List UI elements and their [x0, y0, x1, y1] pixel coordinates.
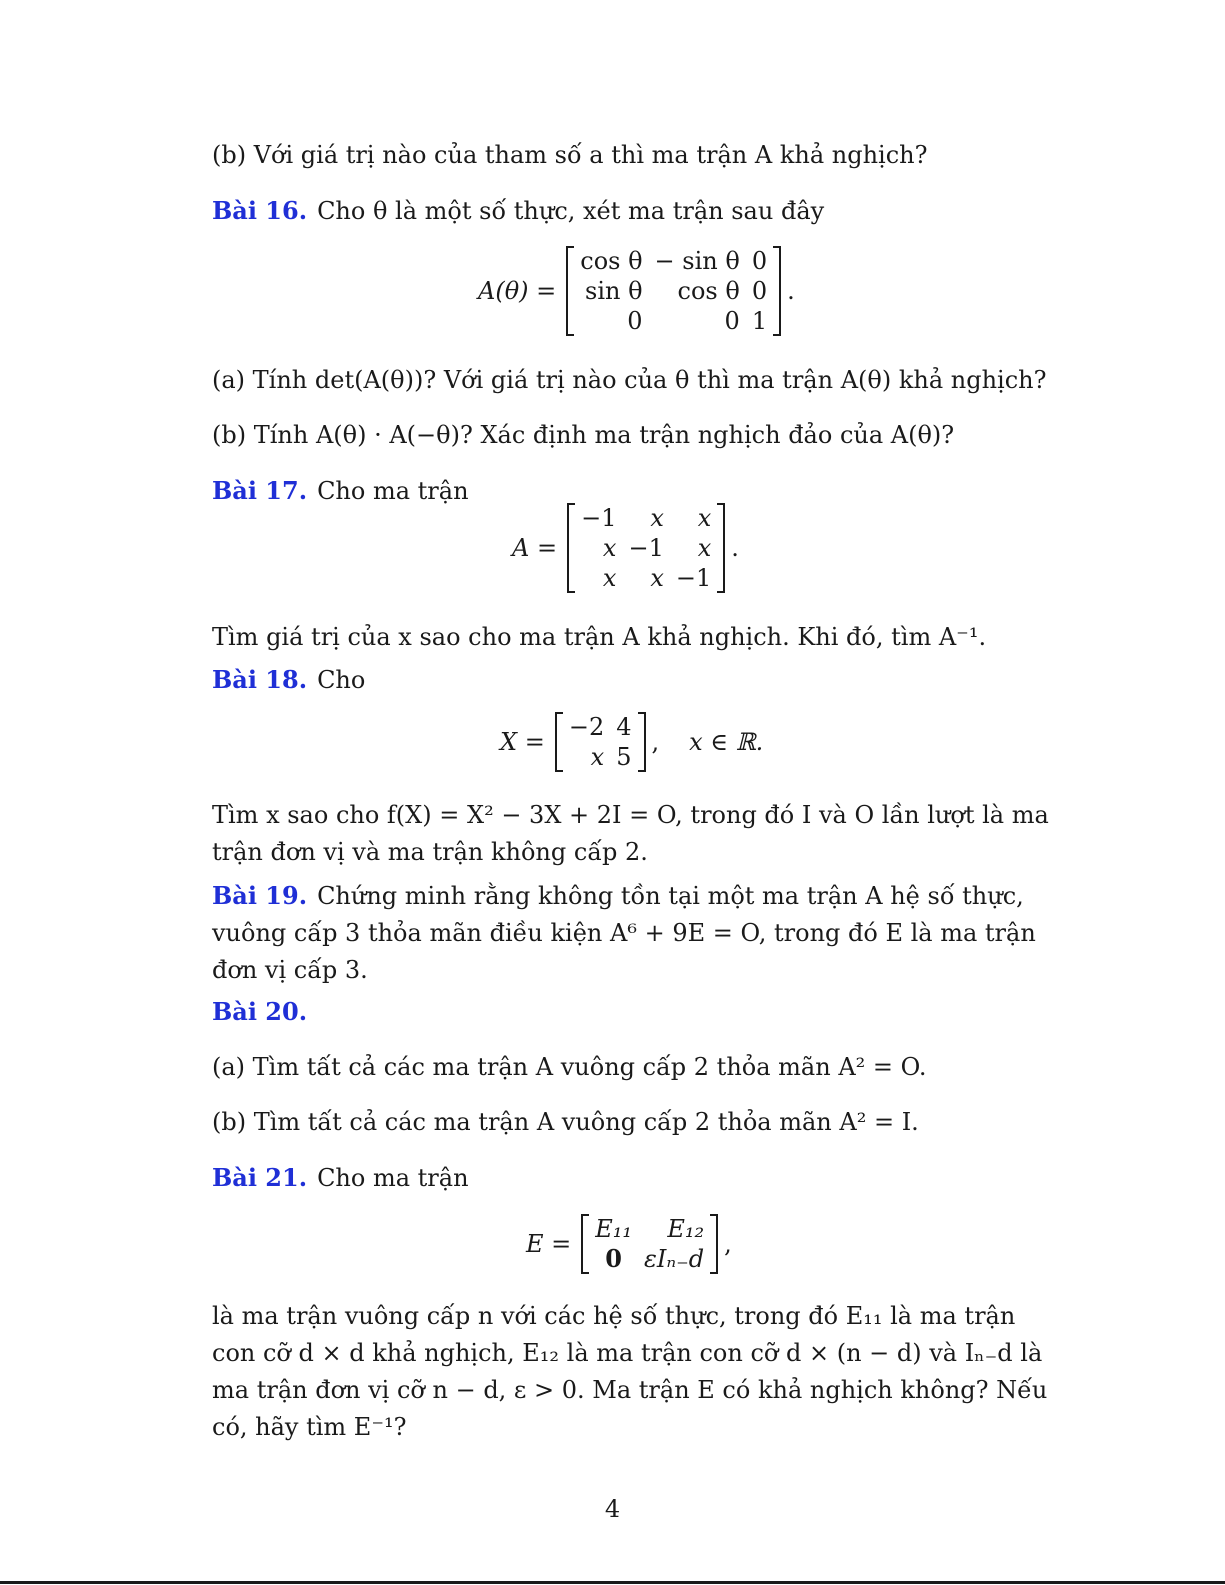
matrix-cell: 0 — [605, 1244, 622, 1273]
matrix-cell: 4 — [616, 713, 632, 741]
matrix-e — [581, 1214, 718, 1274]
matrix-condition: x ∈ ℝ. — [689, 728, 764, 756]
matrix-a-theta — [566, 246, 781, 336]
exercise-20-part-a: (a) Tìm tất cả các ma trận A vuông cấp 2 thỏa mãn A² = O. — [212, 1053, 927, 1081]
matrix-cell: 0 — [751, 247, 768, 275]
matrix-cell: −1 — [675, 564, 712, 592]
matrix-lhs: E = — [526, 1230, 572, 1258]
bottom-border — [0, 1581, 1225, 1584]
exercise-21-matrix-equation — [526, 1214, 732, 1274]
matrix-x — [555, 712, 646, 772]
exercise-21-heading — [212, 1159, 1057, 1197]
matrix-a — [567, 503, 725, 593]
exercise-17-label: Bài 17. — [212, 476, 308, 505]
exercise-19 — [212, 877, 1057, 989]
matrix-cell: 0 — [724, 307, 740, 335]
exercise-15-part-b: (b) Với giá trị nào của tham số a thì ma trận A khả nghịch? — [212, 141, 928, 169]
exercise-20-part-b: (b) Tìm tất cả các ma trận A vuông cấp 2 thỏa mãn A² = I. — [212, 1108, 919, 1136]
exercise-16-intro: Cho θ là một số thực, xét ma trận sau đây — [317, 197, 825, 225]
exercise-16-matrix-equation — [478, 246, 795, 336]
matrix-cell: −2 — [568, 713, 605, 741]
matrix-cell: −1 — [581, 504, 617, 532]
exercise-16-part-b: (b) Tính A(θ) · A(−θ)? Xác định ma trận nghịch đảo của A(θ)? — [212, 421, 955, 449]
exercise-18-label: Bài 18. — [212, 665, 308, 694]
matrix-row — [574, 276, 773, 306]
exercise-19-label: Bài 19. — [212, 881, 308, 910]
matrix-row — [563, 742, 638, 772]
matrix-cell: x — [697, 504, 712, 532]
matrix-lhs: A = — [512, 534, 558, 562]
matrix-row — [589, 1244, 710, 1274]
matrix-cell: cos θ — [580, 247, 643, 275]
matrix-row — [574, 306, 773, 336]
matrix-row — [574, 246, 773, 276]
exercise-18-intro: Cho — [317, 666, 366, 694]
matrix-punct: , — [651, 728, 660, 756]
exercise-21-text: là ma trận vuông cấp n với các hệ số thực, trong đó E₁₁ là ma trận con cỡ d × d khả nghịch, E₁₂ là ma trận con cỡ d × (n − d) và Iₙ₋d là ma trận đơn vị cỡ n − d, ε > 0. Ma trận E có khả nghịch không? Nếu có, hãy tìm E⁻¹? — [212, 1302, 1048, 1441]
matrix-punct: , — [724, 1230, 732, 1258]
matrix-cell: −1 — [628, 534, 664, 562]
matrix-row — [575, 533, 717, 563]
matrix-cell: − sin θ — [654, 247, 740, 275]
exercise-18-text: Tìm x sao cho f(X) = X² − 3X + 2I = O, trong đó I và O lần lượt là ma trận đơn vị và ma trận không cấp 2. — [212, 801, 1049, 866]
matrix-cell: εIₙ₋d — [644, 1245, 705, 1273]
matrix-lhs: A(θ) = — [478, 277, 557, 305]
matrix-cell: 0 — [751, 277, 768, 305]
exercise-17-matrix-equation — [512, 503, 739, 593]
matrix-lhs: X = — [500, 728, 545, 756]
matrix-cell: 5 — [616, 743, 632, 771]
exercise-18-matrix-equation — [500, 712, 763, 772]
exercise-18-heading — [212, 661, 1057, 699]
matrix-cell: x — [650, 504, 664, 532]
matrix-cell: E₁₁ — [595, 1215, 633, 1243]
matrix-cell: 1 — [751, 307, 768, 335]
matrix-cell: cos θ — [677, 277, 740, 305]
page-number: 4 — [604, 1495, 621, 1523]
matrix-cell: x — [602, 534, 617, 562]
exercise-16-label: Bài 16. — [212, 196, 308, 225]
matrix-punct: . — [731, 534, 739, 562]
exercise-21-label: Bài 21. — [212, 1163, 308, 1192]
exercise-17-intro: Cho ma trận — [317, 477, 469, 505]
exercise-20-heading — [212, 993, 1057, 1031]
matrix-row — [575, 563, 717, 593]
exercise-16-heading — [212, 192, 1057, 230]
exercise-16-part-a: (a) Tính det(A(θ))? Với giá trị nào của θ thì ma trận A(θ) khả nghịch? — [212, 366, 1047, 394]
matrix-cell: x — [650, 564, 664, 592]
matrix-punct: . — [787, 277, 795, 305]
matrix-cell: 0 — [627, 307, 643, 335]
matrix-cell: x — [602, 564, 617, 592]
matrix-row — [589, 1214, 710, 1244]
matrix-row — [575, 503, 717, 533]
exercise-19-text: Chứng minh rằng không tồn tại một ma trận A hệ số thực, vuông cấp 3 thỏa mãn điều kiện A⁶ + 9E = O, trong đó E là ma trận đơn vị cấp 3. — [212, 882, 1036, 984]
exercise-21-intro: Cho ma trận — [317, 1164, 469, 1192]
exercise-20-label: Bài 20. — [212, 997, 308, 1026]
matrix-cell: x — [697, 534, 712, 562]
exercise-17-text: Tìm giá trị của x sao cho ma trận A khả nghịch. Khi đó, tìm A⁻¹. — [212, 623, 987, 651]
matrix-cell: x — [590, 743, 605, 771]
matrix-cell: sin θ — [585, 277, 643, 305]
matrix-cell: E₁₂ — [667, 1215, 705, 1243]
matrix-row — [563, 712, 638, 742]
